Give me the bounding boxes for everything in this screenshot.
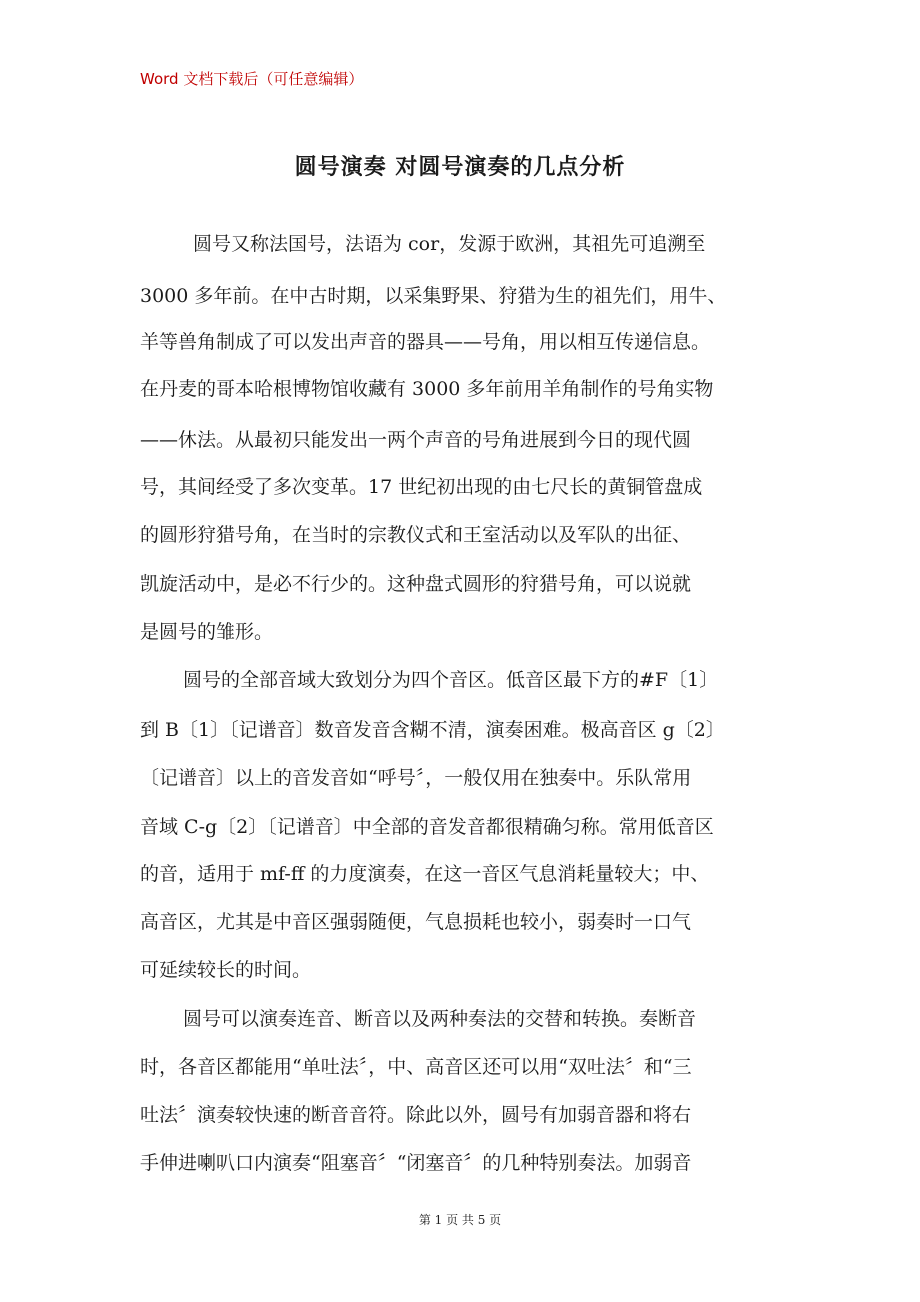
body-line: 的圆形狩猎号角，在当时的宗教仪式和王室活动以及军队的出征、 — [140, 524, 692, 546]
body-line: 3000 多年前。在中古时期，以采集野果、狩猎为生的祖先们，用牛、 — [140, 285, 727, 307]
body-line: 可延续较长的时间。 — [140, 959, 312, 981]
body-line: 凯旋活动中，是必不行少的。这种盘式圆形的狩猎号角，可以说就 — [140, 573, 692, 595]
body-line: 的音，适用于 mf-ff 的力度演奏，在这一音区气息消耗量较大；中、 — [140, 863, 710, 885]
body-line: 圆号又称法国号，法语为 cor，发源于欧洲，其祖先可追溯至 — [193, 233, 706, 255]
body-line: 号，其间经受了多次变革。17 世纪初出现的由七尺长的黄铜管盘成 — [140, 476, 703, 498]
body-line: 羊等兽角制成了可以发出声音的器具——号角，用以相互传递信息。 — [140, 331, 711, 353]
body-line: 时，各音区都能用“单吐法〞，中、高音区还可以用“双吐法〞和“三 — [140, 1056, 692, 1078]
body-line: 是圆号的雏形。 — [140, 621, 274, 643]
download-note: Word 文档下载后（可任意编辑） — [140, 70, 364, 88]
document-title: 圆号演奏 对圆号演奏的几点分析 — [294, 155, 626, 180]
body-line: 音域 C-g〔2〕〔记谱音〕中全部的音发音都很精确匀称。常用低音区 — [140, 816, 714, 838]
body-line: 〔记谱音〕以上的音发音如“呼号〞，一般仅用在独奏中。乐队常用 — [140, 767, 692, 789]
body-line: ——休法。从最初只能发出一两个声音的号角进展到今日的现代圆 — [140, 429, 692, 451]
body-line: 在丹麦的哥本哈根博物馆收藏有 3000 多年前用羊角制作的号角实物 — [140, 378, 714, 400]
body-line: 圆号的全部音域大致划分为四个音区。低音区最下方的#F〔1〕 — [183, 669, 719, 691]
body-line: 圆号可以演奏连音、断音以及两种奏法的交替和转换。奏断音 — [183, 1008, 697, 1030]
body-line: 吐法〞演奏较快速的断音音符。除此以外，圆号有加弱音器和将右 — [140, 1104, 692, 1126]
body-line: 高音区，尤其是中音区强弱随便，气息损耗也较小，弱奏时一口气 — [140, 911, 692, 933]
body-line: 手伸进喇叭口内演奏“阻塞音〞“闭塞音〞的几种特别奏法。加弱音 — [140, 1152, 692, 1174]
page-indicator: 第 1 页 共 5 页 — [418, 1213, 502, 1227]
body-line: 到 B〔1〕〔记谱音〕数音发音含糊不清，演奏困难。极高音区 g〔2〕 — [140, 719, 725, 741]
